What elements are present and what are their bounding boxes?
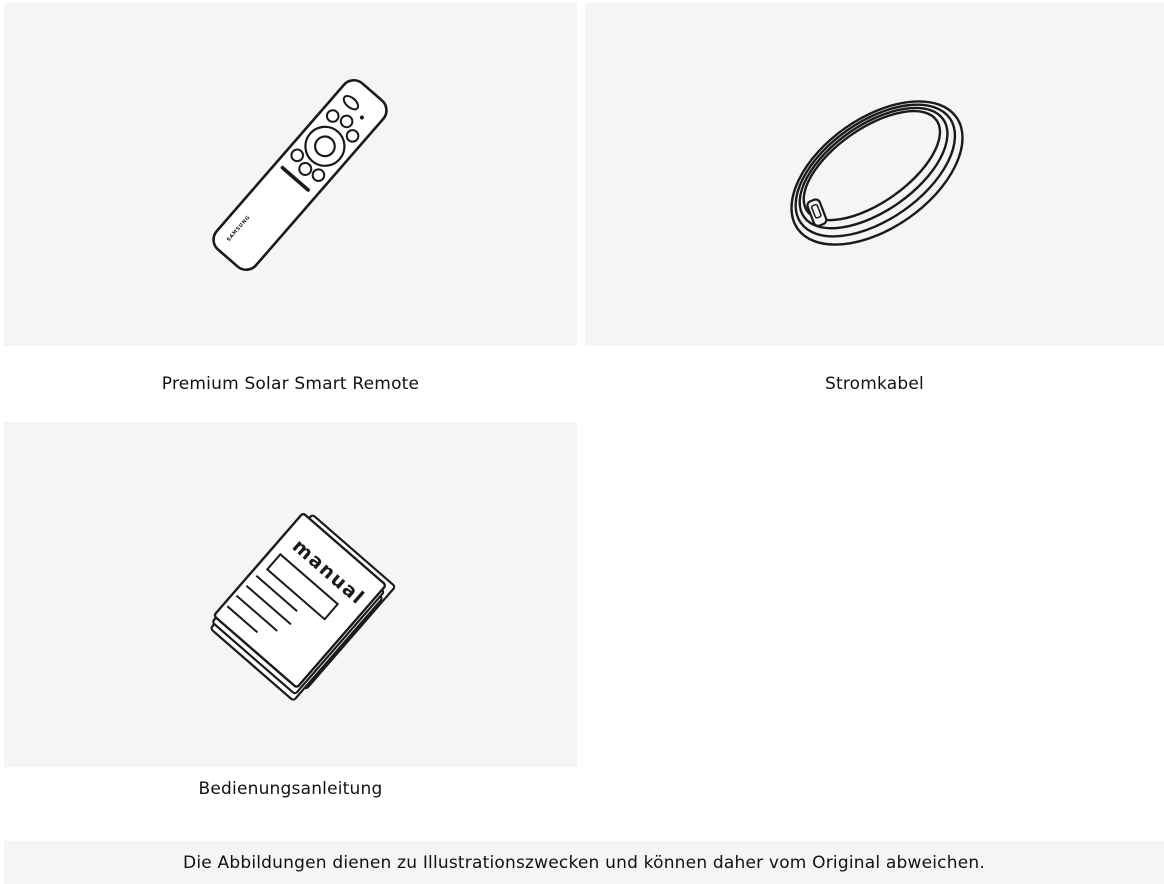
accessories-labels-2 [4,767,1164,810]
remote-label: Premium Solar Smart Remote [161,374,420,394]
accessories-row-2 [4,422,1164,767]
power-cable-label: Stromkabel [825,374,924,394]
empty-label [585,767,1164,810]
remote-brand-text: SAMSUNG [225,214,252,243]
power-cable-card [585,3,1164,346]
cable-coil-icon [766,72,988,273]
footer-note-text: Die Abbildungen dienen zu Illustrationszwecken und können daher vom Original abweichen. [183,852,985,873]
empty-slot [585,422,1164,767]
manual-illustration [4,422,577,767]
accessories-labels-1 [4,346,1164,422]
footer-note-bar [4,841,1164,884]
accessories-row-1 [4,3,1164,346]
manual-label: Bedienungsanleitung [198,778,383,799]
power-cable-illustration [585,3,1164,346]
remote-illustration [4,3,577,346]
bottom-spacer [0,810,1164,841]
remote-body [208,75,392,275]
remote-card [4,3,577,346]
manual-card [4,422,577,767]
manual-cover-title: manual [287,535,369,610]
